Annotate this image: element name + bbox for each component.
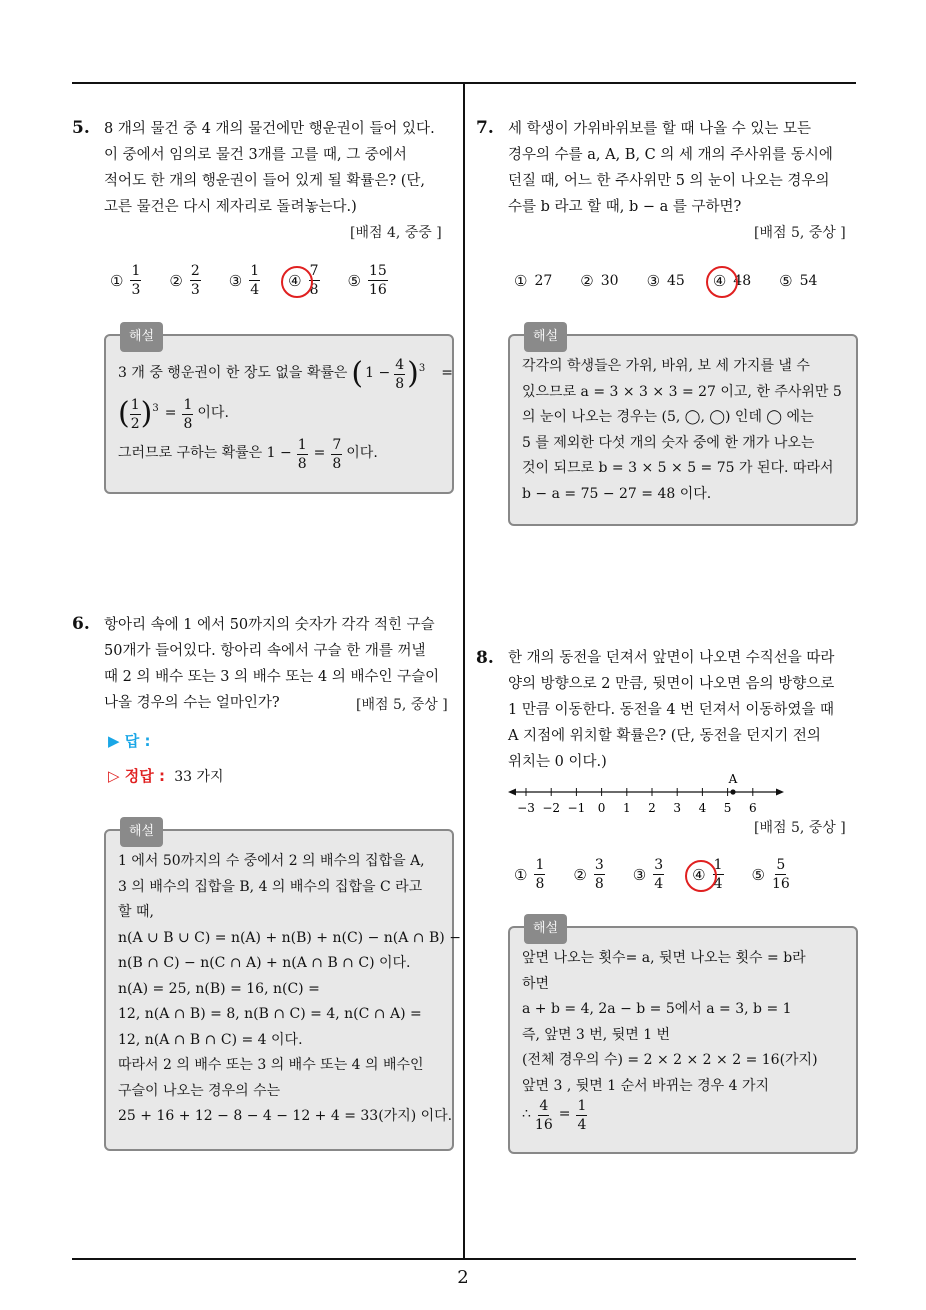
q5-line: 이 중에서 임의로 물건 3개를 고를 때, 그 중에서 (104, 147, 407, 163)
fraction (130, 398, 141, 431)
choice-4[interactable] (713, 272, 751, 290)
column-divider (463, 83, 465, 1260)
choice-value: 27 (534, 273, 553, 289)
denominator: 8 (395, 375, 405, 392)
page-number: 2 (457, 1267, 469, 1288)
choice-1[interactable] (514, 858, 545, 891)
denominator: 8 (309, 282, 319, 298)
solution-line: (전체 경우의 수) = 2 × 2 × 2 × 2 = 16(가지) (522, 1052, 818, 1068)
choice-number: ④ (712, 272, 727, 290)
fraction (297, 438, 308, 471)
paren: ( (351, 356, 364, 392)
correct-label: ▷ 정답 : (108, 767, 165, 785)
numerator: 1 (250, 263, 260, 279)
choice-number: ③ (632, 865, 647, 884)
solution-tag: 해설 (524, 322, 567, 352)
choice-1[interactable] (110, 264, 141, 297)
question-7-score: [배점 5, 중상 ] (754, 225, 846, 241)
solution-line: b − a = 75 − 27 = 48 이다. (522, 485, 712, 502)
numerator: 7 (309, 263, 319, 279)
q7-line: 세 학생이 가위바위보를 할 때 나올 수 있는 모든 (508, 121, 812, 137)
choice-number: ⑤ (347, 271, 361, 290)
paren: ) (407, 356, 419, 392)
question-7-choices (514, 272, 845, 290)
denominator: 4 (577, 1116, 587, 1133)
choice-3[interactable] (647, 272, 685, 290)
choice-3[interactable] (633, 858, 664, 891)
numerator: 5 (776, 857, 786, 873)
choice-number: ③ (646, 272, 661, 290)
numerator: 1 (297, 436, 307, 453)
exponent: 3 (152, 403, 159, 414)
q6-line: 나올 경우의 수는 얼마인가? (104, 695, 280, 711)
solution-line: 따라서 2 의 배수 또는 3 의 배수 또는 4 의 배수인 (118, 1057, 424, 1073)
denominator: 2 (130, 415, 140, 432)
q5-line: 고른 물건은 다시 제자리로 돌려놓는다.) (104, 199, 357, 215)
point-a-label: A (728, 772, 738, 786)
solution-line: 즉, 앞면 3 번, 뒷면 1 번 (522, 1026, 671, 1043)
right-arrow-icon (776, 789, 784, 796)
solution-line: 3 의 배수의 집합을 B, 4 의 배수의 집합을 C 라고 (118, 878, 423, 895)
tick-label: −1 (567, 801, 586, 815)
numerator: 1 (713, 857, 723, 873)
exponent: 3 (418, 363, 426, 374)
fraction (594, 858, 605, 891)
left-arrow-icon (508, 789, 516, 796)
solution-line: 각각의 학생들은 가위, 바위, 보 세 가지를 낼 수 (522, 358, 810, 374)
text: = (558, 1106, 571, 1123)
numerator: 4 (395, 356, 405, 373)
numerator: 15 (368, 263, 387, 279)
denominator: 3 (131, 282, 141, 298)
solution-tag: 해설 (120, 817, 163, 847)
solution-line: 12, n(A ∩ B) = 8, n(B ∩ C) = 4, n(C ∩ A) = (118, 1006, 422, 1022)
choice-number: ② (573, 865, 587, 884)
solution-line: n(A ∪ B ∪ C) = n(A) + n(B) + n(C) − n(A ∩ B) − (118, 929, 461, 946)
question-7-number: 7. (476, 118, 494, 138)
correct-answer-circle (706, 266, 738, 298)
choice-number: ① (514, 865, 528, 884)
answer-label: ▶ 답 : (108, 732, 151, 750)
choice-1[interactable] (514, 272, 552, 290)
solution-line: 5 를 제외한 다섯 개의 숫자 중에 한 개가 나오는 (522, 434, 815, 451)
text: = (313, 445, 326, 462)
numerator: 3 (654, 857, 664, 873)
solution-line: n(B ∩ C) − n(C ∩ A) + n(A ∩ B ∩ C) 이다. (118, 955, 411, 971)
question-8-score: [배점 5, 중상 ] (754, 820, 846, 836)
solution-tag: 해설 (524, 914, 567, 944)
q7-line: 경우의 수를 a, A, B, C 의 세 개의 주사위를 동시에 (508, 147, 833, 163)
choice-number: ④ (692, 865, 706, 884)
q5-line: 적어도 한 개의 행운권이 들어 있게 될 확률은? (단, (104, 173, 426, 189)
fraction (130, 264, 141, 297)
bottom-rule (72, 1258, 856, 1260)
choice-number: ② (580, 272, 594, 290)
choice-number: ⑤ (779, 272, 793, 290)
denominator: 3 (190, 282, 200, 298)
denominator: 4 (250, 282, 260, 298)
choice-2[interactable] (169, 264, 200, 297)
question-5-text (104, 116, 454, 220)
solution-line: 있으므로 a = 3 × 3 × 3 = 27 이고, 한 주사위만 5 (522, 383, 842, 400)
question-5-number: 5. (72, 118, 90, 138)
question-7-solution (508, 329, 858, 526)
solution-tag: 해설 (120, 322, 163, 352)
choice-5[interactable] (752, 858, 790, 891)
tick-label: −2 (542, 801, 561, 815)
choice-4[interactable] (692, 858, 723, 891)
solution-line (522, 1099, 844, 1131)
question-8-choices (514, 858, 818, 891)
text: 그러므로 구하는 확률은 1 − (118, 445, 292, 462)
solution-line: 앞면 3 , 뒷면 1 순서 바뀌는 경우 4 가지 (522, 1077, 770, 1094)
fraction (576, 1099, 587, 1132)
numerator: 3 (594, 857, 604, 873)
denominator: 8 (297, 455, 307, 472)
solution-line: 25 + 16 + 12 − 8 − 4 − 12 + 4 = 33(가지) 이다. (118, 1108, 453, 1124)
fraction (534, 858, 545, 891)
fraction (249, 264, 260, 297)
denominator: 8 (332, 455, 342, 472)
choice-number: ① (514, 272, 528, 290)
numerator: 1 (131, 263, 141, 279)
solution-line: n(A) = 25, n(B) = 16, n(C) = (118, 980, 320, 997)
denominator: 4 (654, 876, 664, 892)
solution-line: 12, n(A ∩ B ∩ C) = 4 이다. (118, 1031, 303, 1048)
numerator: 1 (535, 857, 545, 873)
text: = (441, 365, 453, 382)
choice-5[interactable] (779, 272, 817, 290)
question-8-solution (508, 921, 858, 1154)
denominator: 8 (594, 876, 604, 892)
solution-line: 1 에서 50까지의 수 중에서 2 의 배수의 집합을 A, (118, 853, 425, 869)
tick-label: 5 (723, 801, 732, 815)
denominator: 8 (535, 876, 545, 892)
fraction (368, 264, 388, 297)
text: 이다. (197, 405, 229, 422)
correct-answer-circle (281, 266, 313, 298)
q5-line: 8 개의 물건 중 4 개의 물건에만 행운권이 들어 있다. (104, 121, 435, 137)
numerator: 4 (539, 1097, 549, 1114)
choice-number: ① (110, 271, 124, 290)
tick-label: 2 (648, 801, 656, 815)
number-line (506, 770, 786, 820)
q8-line: 1 만큼 이동한다. 동전을 4 번 던져서 이동하였을 때 (508, 702, 835, 718)
tick-label: 4 (698, 801, 707, 815)
choice-3[interactable] (229, 264, 260, 297)
fraction (535, 1099, 553, 1132)
numerator: 1 (183, 396, 193, 413)
paren: ) (140, 396, 153, 432)
q8-line: A 지점에 위치할 확률은? (단, 동전을 던지기 전의 (508, 728, 821, 744)
choice-value: 54 (799, 273, 818, 289)
question-5-choices (110, 264, 416, 297)
choice-number: ⑤ (751, 865, 765, 884)
q8-line: 양의 방향으로 2 만큼, 뒷면이 나오면 음의 방향으로 (508, 676, 835, 692)
correct-answer-circle (685, 860, 717, 892)
solution-line: a + b = 4, 2a − b = 5에서 a = 3, b = 1 (522, 1001, 792, 1017)
choice-value: 45 (667, 273, 685, 289)
text: 1 − (365, 365, 391, 382)
text: ∴ (522, 1106, 531, 1123)
question-8-text (508, 645, 858, 775)
solution-line: 것이 되므로 b = 3 × 5 × 5 = 75 가 된다. 따라서 (522, 460, 834, 476)
tick-label: 3 (673, 801, 682, 815)
denominator: 16 (771, 876, 790, 892)
choice-number: ③ (228, 271, 243, 290)
fraction (190, 264, 201, 297)
choice-number: ② (169, 271, 183, 290)
text: 3 개 중 행운권이 한 장도 없을 확률은 (118, 365, 348, 382)
tick-label: 6 (748, 801, 757, 815)
question-6-score: [배점 5, 중상 ] (356, 697, 448, 713)
q8-line: 위치는 0 이다.) (508, 754, 607, 770)
q6-line: 때 2 의 배수 또는 3 의 배수 또는 4 의 배수인 구슬이 (104, 669, 440, 685)
numerator: 2 (190, 263, 200, 279)
choice-4[interactable] (288, 264, 319, 297)
correct-answer-label (108, 765, 224, 786)
numerator: 7 (332, 436, 342, 453)
fraction (331, 438, 342, 471)
choice-number: ④ (288, 271, 302, 290)
correct-value: 33 가지 (174, 769, 224, 785)
denominator: 4 (713, 876, 723, 892)
question-5-solution (104, 329, 454, 494)
q7-line: 던질 때, 어느 한 주사위만 5 의 눈이 나오는 경우의 (508, 173, 830, 189)
question-7-text (508, 116, 858, 220)
fraction (182, 398, 193, 431)
q7-line: 수를 b 라고 할 때, b − a 를 구하면? (508, 199, 742, 215)
choice-2[interactable] (580, 272, 618, 290)
question-6-solution (104, 824, 461, 1151)
question-6-number: 6. (72, 614, 90, 634)
question-5-score: [배점 4, 중중 ] (350, 225, 442, 241)
solution-line: 앞면 나오는 횟수= a, 뒷면 나오는 횟수 = b라 (522, 950, 806, 966)
solution-line (118, 394, 440, 434)
solution-line: 의 눈이 나오는 경우는 (5, ◯, ◯) 인데 ◯ 에는 (522, 409, 814, 425)
solution-line: 구슬이 나오는 경우의 수는 (118, 1082, 281, 1099)
tick-label: −3 (517, 801, 535, 815)
choice-value: 30 (600, 273, 619, 289)
q6-line: 50개가 들어있다. 항아리 속에서 구슬 한 개를 꺼낼 (104, 643, 426, 659)
choice-value: 48 (733, 273, 752, 289)
text: 이다. (346, 445, 378, 462)
fraction (653, 858, 664, 891)
question-8-number: 8. (476, 648, 494, 668)
fraction (772, 858, 790, 891)
solution-line (118, 354, 453, 394)
tick-label: 1 (622, 801, 631, 815)
fraction (394, 358, 405, 391)
tick-label: 0 (597, 801, 606, 815)
denominator: 16 (368, 282, 387, 298)
point-a-dot (730, 789, 735, 794)
paren: ( (118, 396, 130, 432)
numerator: 1 (577, 1097, 587, 1114)
denominator: 16 (534, 1116, 553, 1133)
q6-line: 항아리 속에 1 에서 50까지의 숫자가 각각 적힌 구슬 (104, 617, 435, 633)
q8-line: 한 개의 동전을 던져서 앞면이 나오면 수직선을 따라 (508, 650, 835, 666)
choice-5[interactable] (348, 264, 388, 297)
solution-line: 할 때, (118, 904, 154, 920)
solution-line: 하면 (522, 975, 550, 992)
numerator: 1 (130, 396, 140, 413)
choice-2[interactable] (573, 858, 604, 891)
text: = (164, 405, 177, 422)
denominator: 8 (183, 415, 193, 432)
solution-line (118, 434, 440, 474)
